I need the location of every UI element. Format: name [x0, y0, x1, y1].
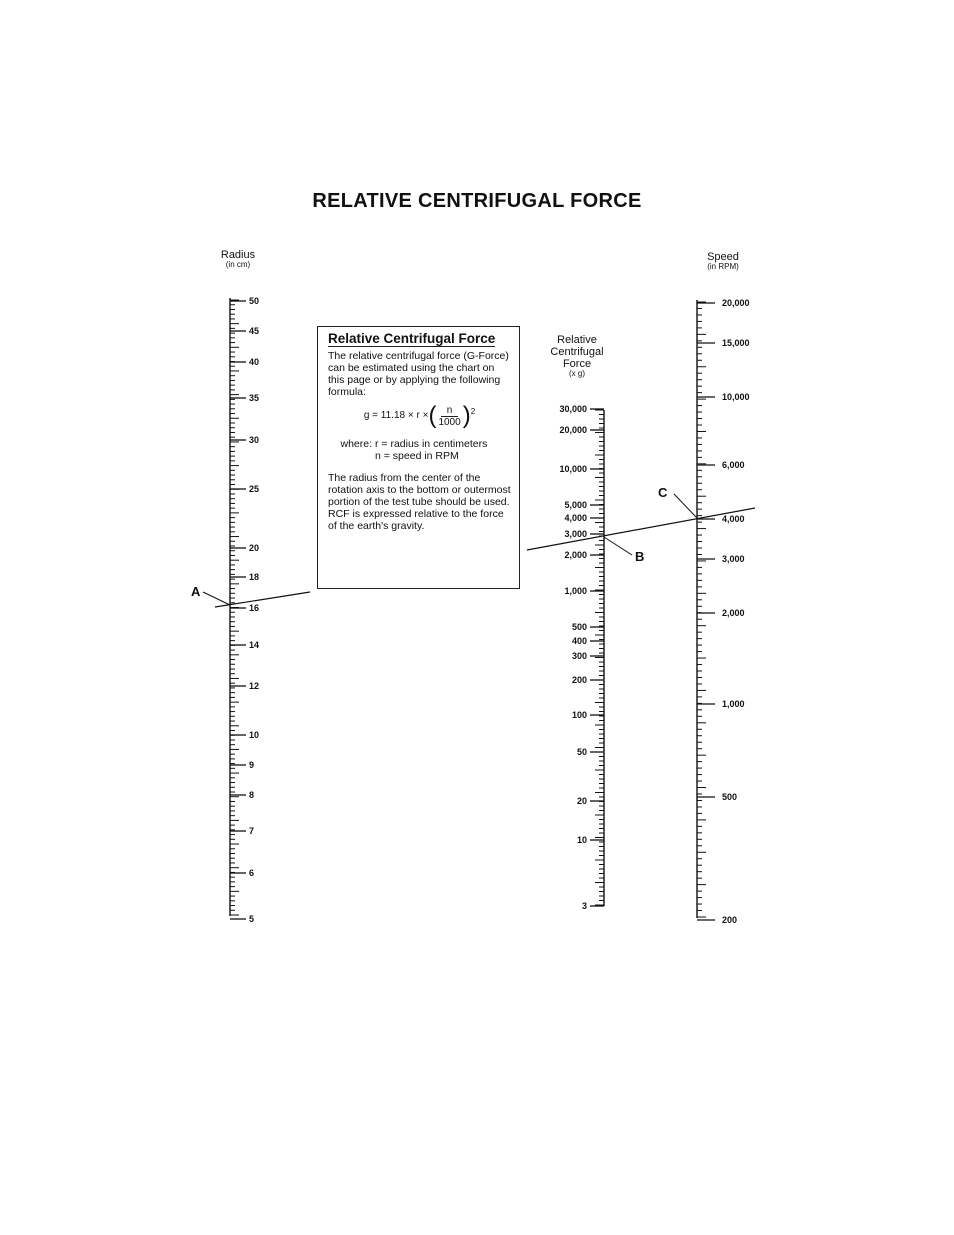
info-box-note: The radius from the center of the rotation axis to the bottom or outermost portion of the test tube should be used. RCF is expressed relative to the force of the earth's gravity. [328, 472, 511, 532]
speed-value-label: 6,000 [722, 460, 745, 470]
point-c-label: C [658, 485, 668, 500]
formula-numerator: n [441, 405, 459, 417]
rcf-value-label: 3,000 [564, 529, 587, 539]
rcf-value-label: 4,000 [564, 513, 587, 523]
radius-value-label: 6 [249, 868, 255, 878]
formula-lhs: g = 11.18 × r × [363, 410, 429, 421]
example-line-b-c [527, 508, 755, 550]
rcf-value-label: 50 [576, 747, 587, 757]
rcf-value-label: 10,000 [559, 464, 587, 474]
formula-denominator: 1000 [438, 416, 461, 428]
rcf-value-label: 20 [576, 796, 587, 806]
radius-value-label: 16 [249, 603, 260, 613]
speed-value-label: 20,000 [722, 298, 750, 308]
radius-value-label: 45 [249, 326, 260, 336]
speed-scale-ticks [697, 302, 706, 917]
radius-scale-label: Radius [220, 249, 256, 261]
rcf-value-label: 20,000 [559, 425, 587, 435]
speed-value-label: 3,000 [722, 554, 745, 564]
radius-value-label: 9 [249, 760, 255, 770]
formula-info-box [317, 326, 520, 589]
where-label: where: [340, 438, 372, 450]
rcf-scale-label: Relative Centrifugal Force [550, 334, 604, 371]
radius-value-label: 7 [249, 826, 255, 836]
speed-scale-unit: (in RPM) [707, 262, 739, 272]
where-r: r = radius in centimeters [375, 438, 488, 450]
info-box-intro: The relative centrifugal force (G-Force) can be estimated using the chart on this page or by applying the following formula: [328, 350, 509, 398]
formula-exponent: 2 [470, 407, 476, 416]
point-a-label: A [191, 584, 201, 599]
speed-value-label: 2,000 [722, 608, 745, 618]
speed-value-label: 10,000 [722, 392, 750, 402]
rcf-formula [328, 404, 511, 428]
rcf-value-label: 200 [571, 675, 587, 685]
radius-value-label: 12 [249, 681, 260, 691]
speed-value-label: 4,000 [722, 514, 745, 524]
rcf-value-label: 10 [576, 835, 587, 845]
formula-where [328, 438, 511, 462]
rcf-value-label: 400 [571, 636, 587, 646]
radius-value-label: 8 [249, 790, 255, 800]
radius-value-label: 25 [249, 484, 260, 494]
rcf-scale-unit: (x g) [569, 369, 585, 379]
radius-value-label: 50 [249, 296, 260, 306]
speed-value-label: 1,000 [722, 699, 745, 709]
point-b-label: B [635, 549, 645, 564]
rcf-value-label: 300 [571, 651, 587, 661]
speed-value-label: 500 [722, 792, 738, 802]
speed-scale-labels [697, 298, 750, 925]
radius-value-label: 18 [249, 572, 260, 582]
speed-value-label: 200 [722, 915, 738, 925]
rcf-scale-ticks [595, 410, 604, 905]
speed-scale-label: Speed [707, 251, 739, 263]
info-box-heading: Relative Centrifugal Force [328, 331, 496, 346]
pointer-b [604, 537, 632, 555]
radius-value-label: 30 [249, 435, 260, 445]
rcf-value-label: 30,000 [559, 404, 587, 414]
speed-value-label: 15,000 [722, 338, 750, 348]
formula-open-paren: ( [428, 402, 437, 429]
radius-value-label: 10 [249, 730, 260, 740]
rcf-value-label: 500 [571, 622, 587, 632]
formula-close-paren: ) [462, 402, 471, 429]
radius-value-label: 35 [249, 393, 260, 403]
radius-value-label: 20 [249, 543, 260, 553]
radius-value-label: 40 [249, 357, 260, 367]
pointer-a [203, 592, 230, 605]
where-n: n = speed in RPM [375, 450, 459, 462]
pointer-c [674, 494, 697, 518]
rcf-value-label: 1,000 [564, 586, 587, 596]
rcf-value-label: 100 [571, 710, 587, 720]
rcf-value-label: 3 [581, 901, 587, 911]
radius-scale-unit: (in cm) [225, 260, 251, 270]
rcf-value-label: 5,000 [564, 500, 587, 510]
formula-fraction [438, 405, 460, 428]
radius-value-label: 14 [249, 640, 260, 650]
rcf-value-label: 2,000 [564, 550, 587, 560]
page-title: RELATIVE CENTRIFUGAL FORCE [312, 190, 642, 212]
radius-value-label: 5 [249, 914, 255, 924]
